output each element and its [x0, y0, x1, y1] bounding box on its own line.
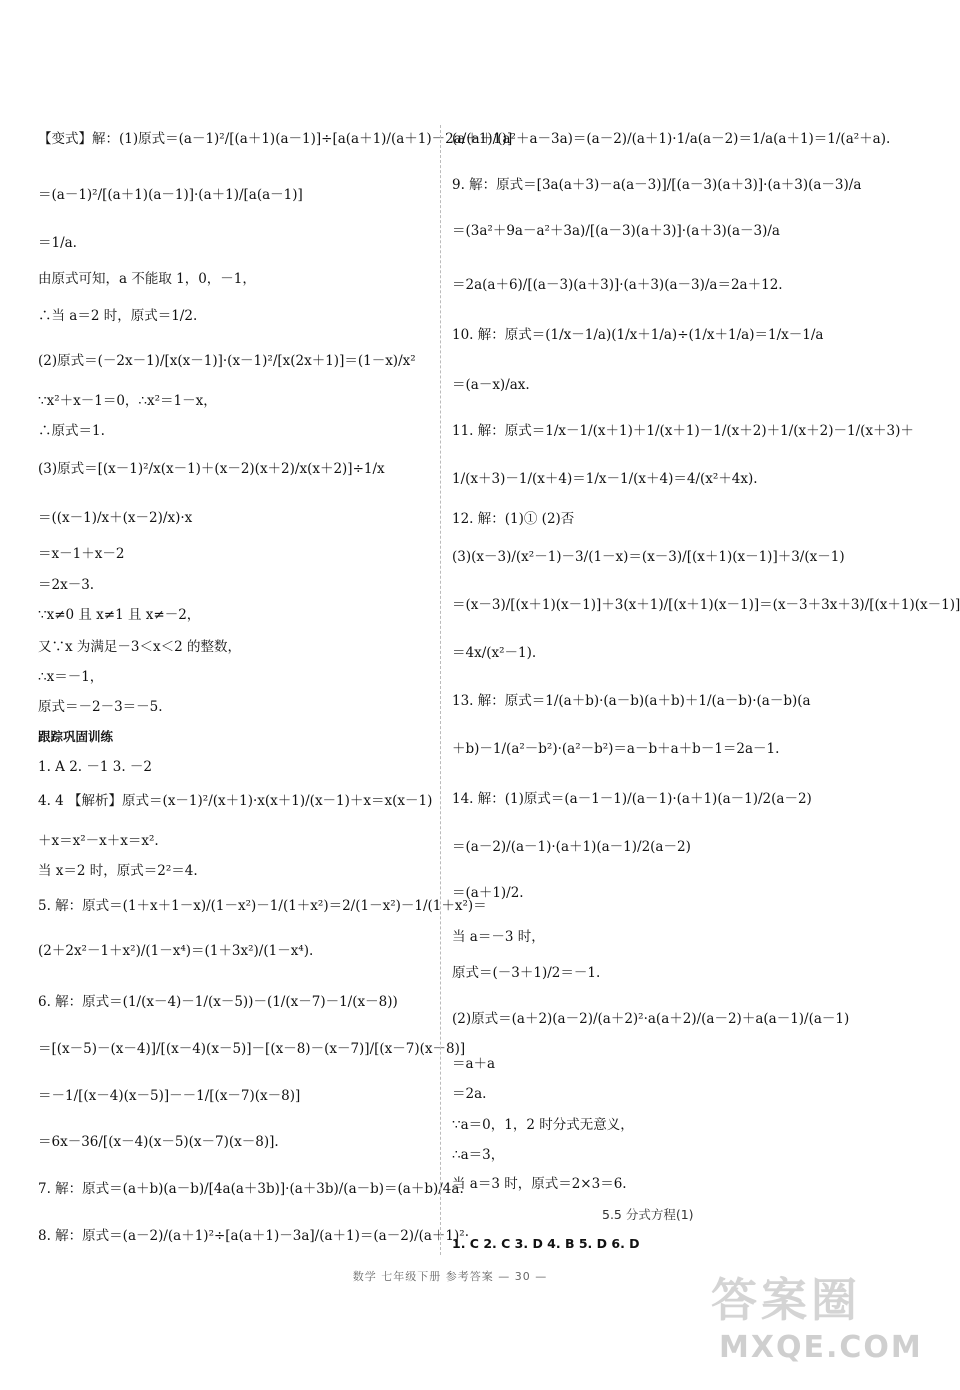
solution-line: ＝(x－3)/[(x＋1)(x－1)]＋3(x＋1)/[(x＋1)(x－1)]＝(x－3＋3x＋3)/[(x＋1)(x－1)]	[452, 597, 960, 613]
solution-line: ＝4x/(x²－1).	[452, 645, 537, 661]
solution-line: (a＋1)/(a²＋a－3a)＝(a－2)/(a＋1)·1/a(a－2)＝1/a(a＋1)＝1/(a²＋a).	[452, 131, 891, 147]
solution-line: 4. 4 【解析】原式＝(x－1)²/(x＋1)·x(x＋1)/(x－1)＋x＝x(x－1)	[38, 793, 433, 809]
solution-line: ＝a＋a	[452, 1056, 496, 1072]
solution-line: ∵a＝0，1，2 时分式无意义，	[452, 1117, 634, 1133]
solution-line: ＋x＝x²－x＋x＝x².	[38, 833, 159, 849]
solution-line: (3)原式＝[(x－1)²/x(x－1)＋(x－2)(x＋2)/x(x＋2)]÷1/x	[38, 461, 385, 477]
solution-line: ∴原式＝1.	[38, 423, 105, 439]
solution-line: (2)原式＝(a＋2)(a－2)/(a＋2)²·a(a＋2)/(a－2)＋a(a－1)/(a－1)	[452, 1011, 850, 1027]
solution-line: 原式＝－2－3＝－5.	[38, 699, 163, 715]
solution-line: ＝6x－36/[(x－4)(x－5)(x－7)(x－8)].	[38, 1134, 279, 1150]
solution-line: (3)(x－3)/(x²－1)－3/(1－x)＝(x－3)/[(x＋1)(x－1)]＋3/(x－1)	[452, 549, 845, 565]
solution-line: 5. 解：原式＝(1＋x＋1－x)/(1－x²)－1/(1＋x²)＝2/(1－x²)－1/(1＋x²)＝	[38, 898, 487, 914]
solution-line: ＝2a.	[452, 1086, 487, 1102]
solution-line: 原式＝(－3＋1)/2＝－1.	[452, 965, 601, 981]
solution-line: 13. 解：原式＝1/(a＋b)·(a－b)(a＋b)＋1/(a－b)·(a－b)(a	[452, 693, 811, 709]
solution-line: 当 a＝－3 时，	[452, 929, 545, 945]
solution-line: ＝2a(a＋6)/[(a－3)(a＋3)]·(a＋3)(a－3)/a＝2a＋12.	[452, 277, 783, 293]
solution-line: ＋b)－1/(a²－b²)·(a²－b²)＝a－b＋a＋b－1＝2a－1.	[452, 741, 780, 757]
solution-line: 1. A 2. －1 3. －2	[38, 759, 153, 775]
solution-line: 14. 解：(1)原式＝(a－1－1)/(a－1)·(a＋1)(a－1)/2(a－2)	[452, 791, 812, 807]
page-footer: 数学 七年级下册 参考答案 — 30 —	[352, 1270, 548, 1283]
solution-line: 跟踪巩固训练	[38, 729, 114, 744]
solution-line: ∴x＝－1，	[38, 669, 104, 685]
solution-line: 当 a＝3 时，原式＝2×3＝6.	[452, 1176, 627, 1192]
solution-line: ＝(a－2)/(a－1)·(a＋1)(a－1)/2(a－2)	[452, 839, 691, 855]
watermark-url: MXQE.COM	[719, 1330, 923, 1365]
solution-line: ∵x≠0 且 x≠1 且 x≠－2，	[38, 607, 201, 623]
solution-line: ＝x－1＋x－2	[38, 546, 125, 562]
solution-line: 6. 解：原式＝(1/(x－4)－1/(x－5))－(1/(x－7)－1/(x－8))	[38, 994, 398, 1010]
solution-line: ＝((x－1)/x＋(x－2)/x)·x	[38, 510, 193, 526]
solution-line: (2)原式＝(－2x－1)/[x(x－1)]·(x－1)²/[x(2x＋1)]＝(1－x)/x²	[38, 353, 416, 369]
solution-line: ＝2x－3.	[38, 577, 95, 593]
solution-line: 由原式可知，a 不能取 1，0，－1，	[38, 271, 256, 287]
solution-line: 10. 解：原式＝(1/x－1/a)(1/x＋1/a)÷(1/x＋1/a)＝1/x－1/a	[452, 327, 824, 343]
column-divider	[440, 125, 441, 1255]
solution-line: 9. 解：原式＝[3a(a＋3)－a(a－3)]/[(a－3)(a＋3)]·(a＋3)(a－3)/a	[452, 177, 862, 193]
solution-line: 8. 解：原式＝(a－2)/(a＋1)²÷[a(a＋1)－3a]/(a＋1)＝(a－2)/(a＋1)²·	[38, 1228, 469, 1244]
solution-line: 11. 解：原式＝1/x－1/(x＋1)＋1/(x＋1)－1/(x＋2)＋1/(x＋2)－1/(x＋3)＋	[452, 423, 914, 439]
solution-line: ＝(a－1)²/[(a＋1)(a－1)]·(a＋1)/[a(a－1)]	[38, 187, 303, 203]
solution-line: ∴当 a＝2 时，原式＝1/2.	[38, 308, 198, 324]
solution-line: 又∵x 为满足－3＜x＜2 的整数，	[38, 639, 241, 655]
solution-line: ＝1/a.	[38, 235, 77, 251]
solution-line: ＝(a－x)/ax.	[452, 377, 530, 393]
solution-line: 【变式】解：(1)原式＝(a－1)²/[(a＋1)(a－1)]÷[a(a＋1)/(a＋1)－2a/(a＋1)]	[38, 131, 513, 147]
solution-line: 1/(x＋3)－1/(x＋4)＝1/x－1/(x＋4)＝4/(x²＋4x).	[452, 471, 758, 487]
solution-line: ∵x²＋x－1＝0，∴x²＝1－x，	[38, 393, 217, 409]
watermark-text: 答案圈	[711, 1273, 861, 1327]
solution-line: 7. 解：原式＝(a＋b)(a－b)/[4a(a＋3b)]·(a＋3b)/(a－b)＝(a＋b)/4a.	[38, 1181, 464, 1197]
solution-line: 12. 解：(1)① (2)否	[452, 511, 575, 527]
solution-line: ＝[(x－5)－(x－4)]/[(x－4)(x－5)]－[(x－8)－(x－7)]/[(x－7)(x－8)]	[38, 1041, 466, 1057]
solution-line: ＝(3a²＋9a－a²＋3a)/[(a－3)(a＋3)]·(a＋3)(a－3)/a	[452, 223, 780, 239]
section-title: 5.5 分式方程(1)	[602, 1207, 694, 1222]
solution-line: (2＋2x²－1＋x²)/(1－x⁴)＝(1＋3x²)/(1－x⁴).	[38, 943, 314, 959]
choice-answers: 1. C 2. C 3. D 4. B 5. D 6. D	[452, 1236, 640, 1251]
solution-line: ＝(a＋1)/2.	[452, 885, 524, 901]
solution-line: ∴a＝3，	[452, 1147, 505, 1163]
watermark-logo	[707, 1264, 923, 1384]
solution-line: ＝－1/[(x－4)(x－5)]－－1/[(x－7)(x－8)]	[38, 1088, 301, 1104]
solution-line: 当 x＝2 时，原式＝2²＝4.	[38, 863, 198, 879]
